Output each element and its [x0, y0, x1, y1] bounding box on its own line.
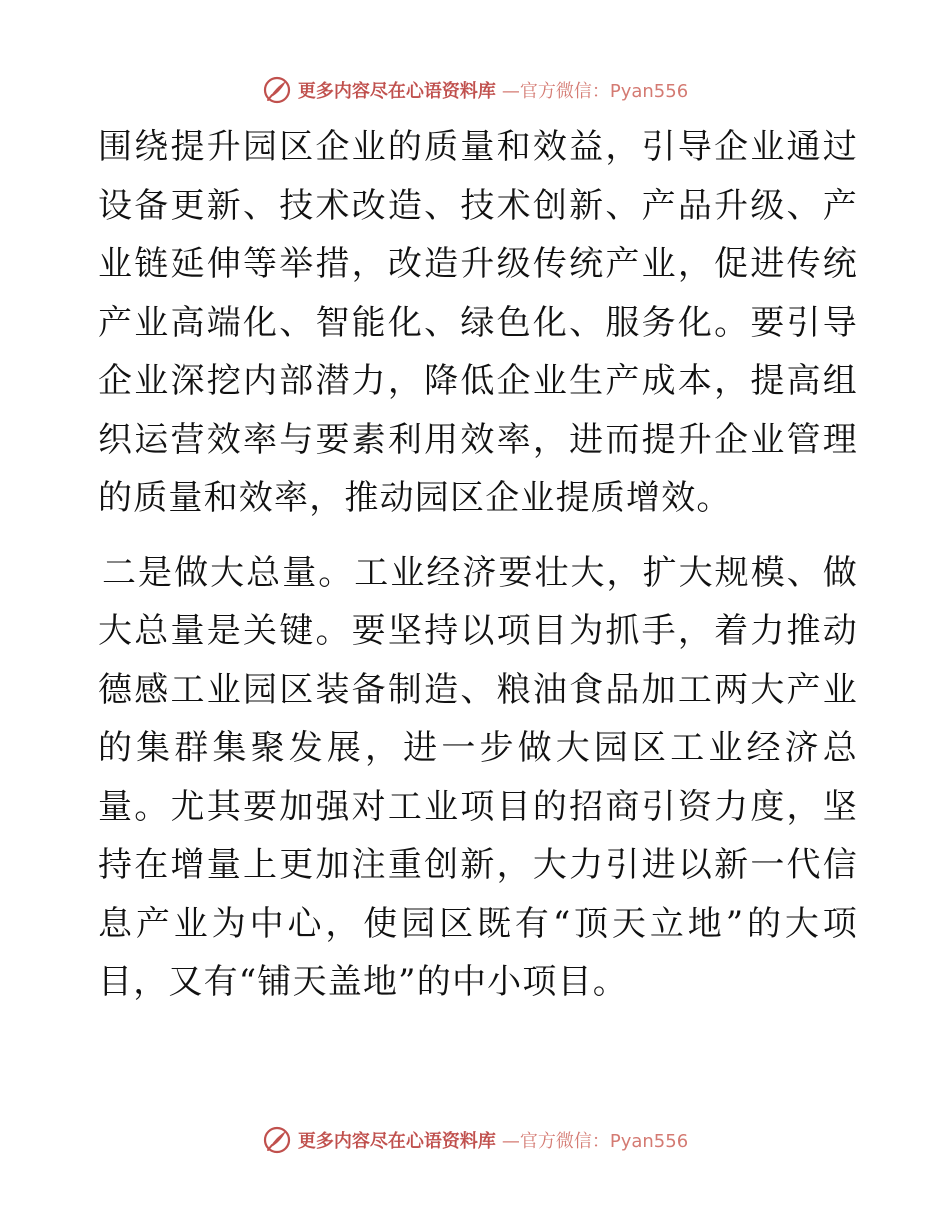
- feather-pen-logo-icon: [262, 75, 292, 105]
- watermark-sub-text: —官方微信：Pyan556: [501, 81, 689, 102]
- watermark-sub-text: —官方微信：Pyan556: [501, 1131, 689, 1152]
- watermark-main-text: 更多内容尽在心语资料库: [297, 1131, 496, 1152]
- watermark-main-text: 更多内容尽在心语资料库: [297, 81, 496, 102]
- header-watermark: [0, 70, 950, 110]
- footer-watermark: [0, 1120, 950, 1160]
- paragraph-1: 围绕提升园区企业的质量和效益，引导企业通过设备更新、技术改造、技术创新、产品升级、产业链延伸等举措，改造升级传统产业，促进传统产业高端化、智能化、绿色化、服务化。要引导企业深挖内部潜力，降低企业生产成本，提高组织运营效率与要素利用效率，进而提升企业管理的质量和效率，推动园区企业提质增效。: [98, 127, 858, 518]
- feather-pen-logo-icon: [262, 1125, 292, 1155]
- document-body: [98, 118, 858, 1012]
- paragraph-2: 二是做大总量。工业经济要壮大，扩大规模、做大总量是关键。要坚持以项目为抓手，着力推动德感工业园区装备制造、粮油食品加工两大产业的集群集聚发展，进一步做大园区工业经济总量。尤其要加强对工业项目的招商引资力度，坚持在增量上更加注重创新，大力引进以新一代信息产业为中心，使园区既有“顶天立地”的大项目，又有“铺天盖地”的中小项目。: [98, 552, 858, 1002]
